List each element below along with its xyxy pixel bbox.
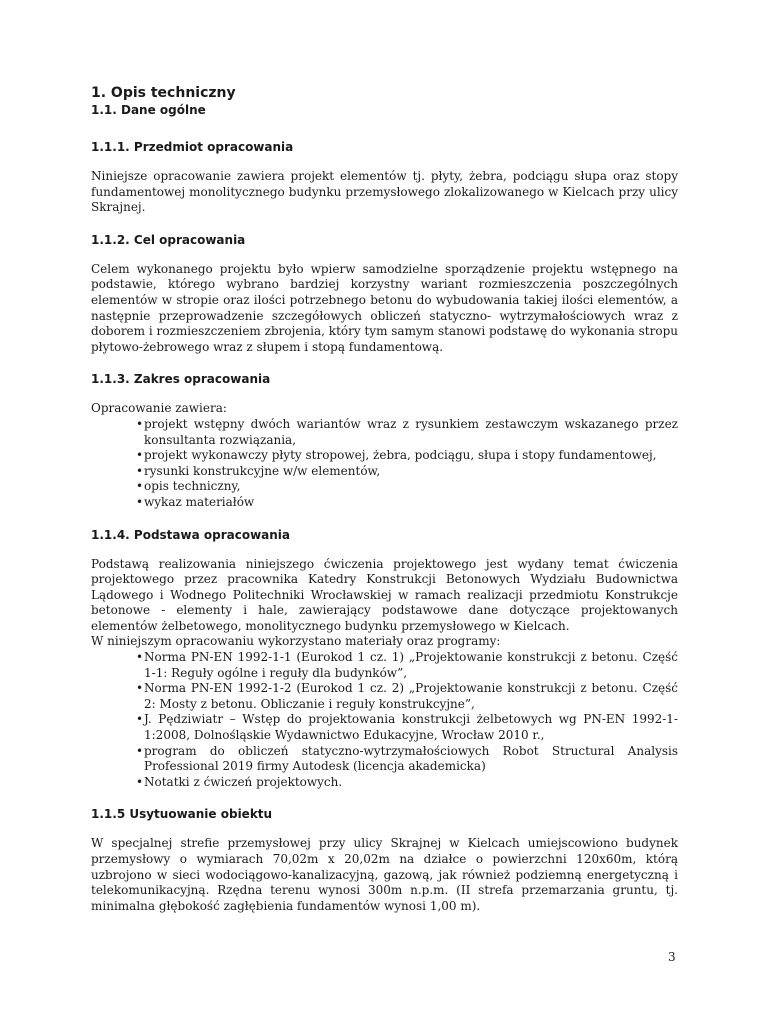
section-text-podstawa-materials: W niniejszym opracowaniu wykorzystano materiały oraz programy: <box>91 634 501 649</box>
section-title-zakres: 1.1.3. Zakres opracowania <box>91 372 271 387</box>
section-podstawa <box>91 527 678 791</box>
list-item: • opis techniczny, <box>136 479 678 495</box>
section-zakres <box>91 371 678 510</box>
section-title-przedmiot: 1.1.1. Przedmiot opracowania <box>91 140 294 154</box>
section-text-przedmiot: Niniejsze opracowanie zawiera projekt elementów tj. płyty, żebra, podciągu słupa oraz stopy fundamentowej monolitycznego budynku przemysłowego zlokalizowanego w Kielcach przy ulicy Skrajnej. <box>91 169 678 215</box>
section-cel <box>91 232 678 356</box>
subchapter-heading: 1.1. Dane ogólne <box>91 103 206 117</box>
list-item: • projekt wstępny dwóch wariantów wraz z rysunkiem zestawczym wskazanego przez konsultanta rozwiązania, <box>136 417 678 448</box>
section-przedmiot <box>91 139 678 216</box>
zakres-list <box>91 417 678 511</box>
section-text-podstawa: Podstawą realizowania niniejszego ćwiczenia projektowego jest wydany temat ćwiczenia projektowego przez pracownika Katedry Konstrukcji Betonowych Wydziału Budownictwa Lądowego i Wodnego Politechniki Wrocławskiej w ramach realizacji przedmiotu Konstrukcje betonowe - elementy i hale, zawierający podstawowe dane dotyczące projektowanych elementów żelbetowego, monolitycznego budynku przemysłowego w Kielcach. <box>91 556 678 633</box>
section-title-usytuowanie: 1.1.5 Usytuowanie obiektu <box>91 807 273 822</box>
list-item: • wykaz materiałów <box>136 495 678 511</box>
list-item: • program do obliczeń statyczno-wytrzymałościowych Robot Structural Analysis Professional 2019 firmy Autodesk (licencja akademicka) <box>136 744 678 775</box>
section-text-usytuowanie: W specjalnej strefie przemysłowej przy ulicy Skrajnej w Kielcach umiejscowiono budynek przemysłowy o wymiarach 70,02m x 20,02m na działce o powierzchni 120x60m, którą uzbrojono w sieci wodociągowo-kanalizacyjną, gazową, jak również podziemną energetyczną i telekomunikacyjną. Rzędna terenu wynosi 300m n.p.m. (II strefa przemarzania gruntu, tj. minimalna głębokość zagłębienia fundamentów wynosi 1,00 m). <box>91 836 678 913</box>
section-title-podstawa: 1.1.4. Podstawa opracowania <box>91 527 291 542</box>
chapter-heading: 1. Opis techniczny <box>91 85 236 101</box>
list-item: • projekt wykonawczy płyty stropowej, żebra, podciągu, słupa i stopy fundamentowej, <box>136 448 678 464</box>
list-item: • Norma PN-EN 1992-1-2 (Eurokod 1 cz. 2) „Projektowanie konstrukcji z betonu. Część 2: Mosty z betonu. Obliczanie i reguły konstrukcyjne”, <box>136 681 678 712</box>
list-item: • Notatki z ćwiczeń projektowych. <box>136 775 678 791</box>
section-text-cel: Celem wykonanego projektu było wpierw samodzielne sporządzenie projektu wstępnego na podstawie, którego wybrano bardziej korzystny wariant rozmieszczenia poszczególnych elementów w stropie oraz ilości potrzebnego betonu do wybudowania takiej ilości elementów, a następnie przeprowadzenie szczegółowych obliczeń statyczno- wytrzymałościowych wraz z doborem i rozmieszczeniem zbrojenia, który tym samym stanowi podstawę do wykonania stropu płytowo-żebrowego wraz z słupem i stopą fundamentową. <box>91 261 678 354</box>
document-page <box>91 84 678 930</box>
list-item: • J. Pędziwiatr – Wstęp do projektowania konstrukcji żelbetowych wg PN-EN 1992-1-1:2008, Dolnośląskie Wydawnictwo Edukacyjne, Wrocław 2010 r., <box>136 712 678 743</box>
section-title-cel: 1.1.2. Cel opracowania <box>91 232 246 247</box>
section-usytuowanie <box>91 806 678 914</box>
list-item: • Norma PN-EN 1992-1-1 (Eurokod 1 cz. 1) „Projektowanie konstrukcji z betonu. Część 1-1: Reguły ogólne i reguły dla budynków”, <box>136 650 678 681</box>
page-number: 3 <box>668 950 676 964</box>
podstawa-list <box>91 650 678 790</box>
list-item: • rysunki konstrukcyjne w/w elementów, <box>136 464 678 480</box>
section-intro-zakres: Opracowanie zawiera: <box>91 401 227 416</box>
